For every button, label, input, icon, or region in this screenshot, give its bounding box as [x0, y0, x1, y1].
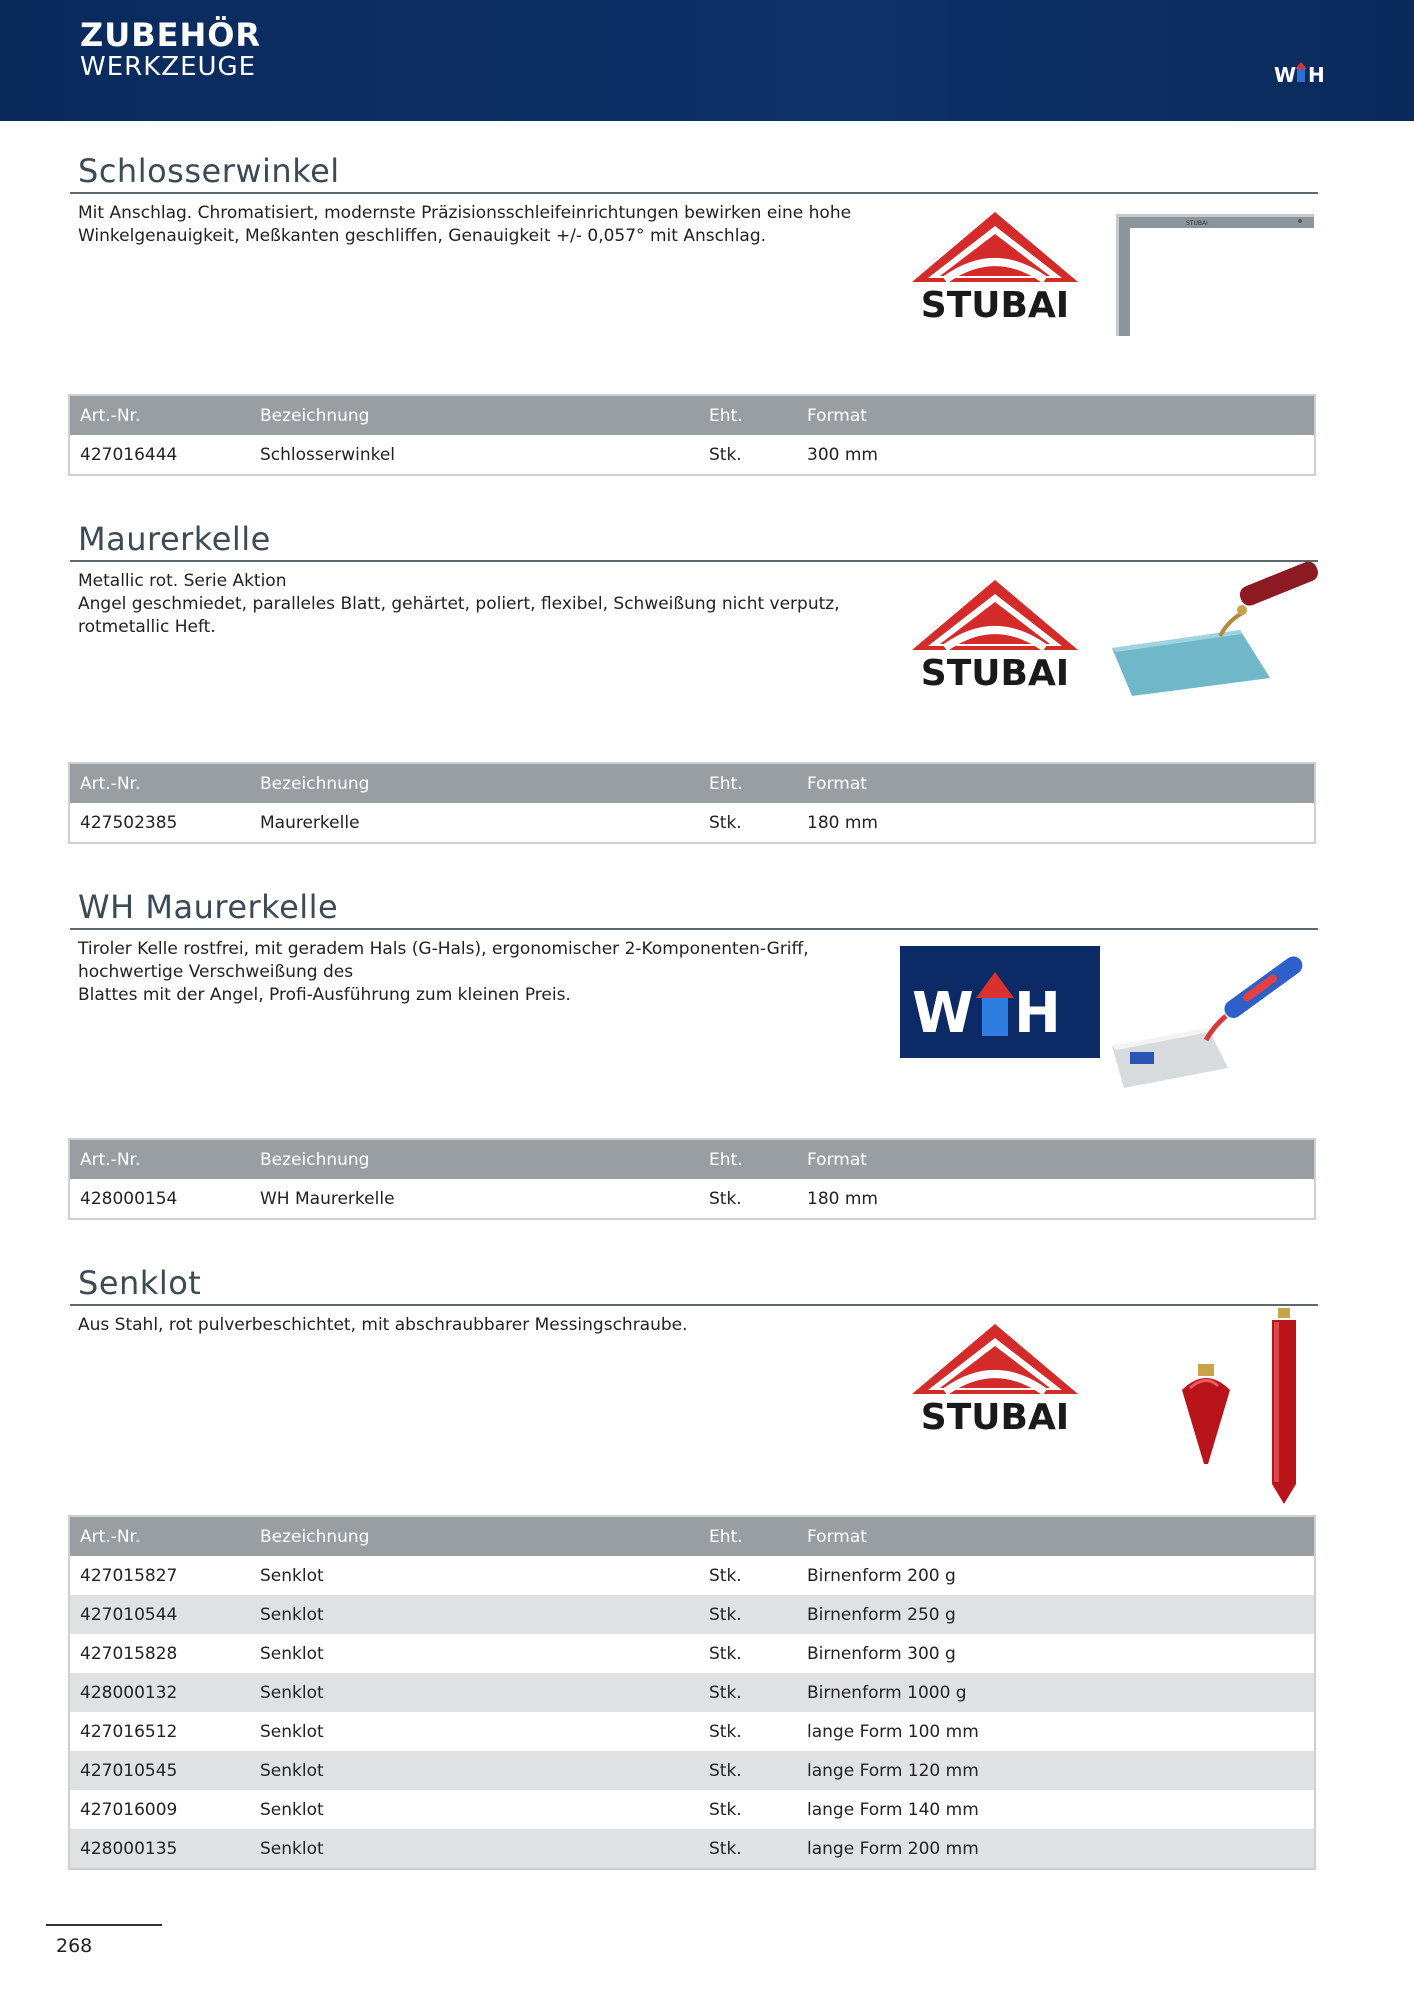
cell-format: lange Form 100 mm [807, 1722, 979, 1742]
cell-bez: Senklot [260, 1722, 324, 1742]
col-bez: Bezeichnung [260, 774, 370, 794]
table-row [70, 1829, 1314, 1868]
col-format: Format [807, 406, 867, 426]
table-senklot [68, 1515, 1316, 1870]
stubai-logo-icon [890, 572, 1100, 692]
table-row [70, 435, 1314, 474]
table-row [70, 1712, 1314, 1751]
svg-text:H: H [1014, 981, 1061, 1046]
section-description: Aus Stahl, rot pulverbeschichtet, mit abschraubbarer Messingschraube. [78, 1315, 688, 1335]
table-header [70, 396, 1314, 435]
table-header [70, 764, 1314, 803]
col-eht: Eht. [709, 406, 743, 426]
cell-art: 427016009 [80, 1800, 178, 1820]
cell-art: 427016512 [80, 1722, 178, 1742]
cell-bez: Senklot [260, 1761, 324, 1781]
cell-format: Birnenform 200 g [807, 1566, 956, 1586]
cell-art: 427010545 [80, 1761, 178, 1781]
table-row [70, 1673, 1314, 1712]
svg-text:W: W [912, 981, 974, 1046]
table-header [70, 1140, 1314, 1179]
page-number: 268 [56, 1935, 93, 1957]
cell-format: 180 mm [807, 813, 878, 833]
cell-bez: Senklot [260, 1644, 324, 1664]
wh-trowel-image [1110, 948, 1320, 1098]
cell-format: 180 mm [807, 1189, 878, 1209]
cell-art: 427016444 [80, 445, 178, 465]
stubai-logo-icon [890, 204, 1100, 324]
cell-bez: Senklot [260, 1683, 324, 1703]
section-description: Metallic rot. Serie Aktion Angel geschmiedet, paralleles Blatt, gehärtet, poliert, flexibel, Schweißung nicht verputz, rotmetallic Heft. [78, 571, 840, 637]
plumb-bob-image [1110, 1308, 1320, 1508]
table-row [70, 1595, 1314, 1634]
footer-rule [46, 1924, 162, 1926]
brand-text: STUBAI [920, 285, 1070, 324]
col-bez: Bezeichnung [260, 406, 370, 426]
cell-eht: Stk. [709, 1189, 742, 1209]
header-subtitle: WERKZEUGE [80, 52, 257, 82]
table-row [70, 803, 1314, 842]
table-schlosserwinkel [68, 394, 1316, 476]
cell-art: 428000154 [80, 1189, 178, 1209]
wh-logo-icon [1270, 52, 1330, 92]
cell-bez: Senklot [260, 1839, 324, 1859]
cell-art: 427015828 [80, 1644, 178, 1664]
cell-format: Birnenform 300 g [807, 1644, 956, 1664]
col-eht: Eht. [709, 1527, 743, 1547]
section-description: Mit Anschlag. Chromatisiert, modernste Präzisionsschleifeinrichtungen bewirken eine hohe Winkelgenauigkeit, Meßkanten geschliffen, Genauigkeit +/- 0,057° mit Anschlag. [78, 203, 852, 246]
cell-format: lange Form 120 mm [807, 1761, 979, 1781]
table-header [70, 1517, 1314, 1556]
section-divider [70, 928, 1318, 930]
svg-text:W: W [1274, 63, 1297, 87]
trowel-image [1110, 560, 1320, 710]
col-art: Art.-Nr. [80, 1527, 141, 1547]
section-title: WH Maurerkelle [78, 888, 339, 926]
cell-eht: Stk. [709, 1722, 742, 1742]
cell-bez: Senklot [260, 1566, 324, 1586]
cell-eht: Stk. [709, 445, 742, 465]
table-wh-maurerkelle [68, 1138, 1316, 1220]
col-format: Format [807, 1527, 867, 1547]
section-title: Senklot [78, 1264, 202, 1302]
cell-eht: Stk. [709, 1761, 742, 1781]
cell-art: 427502385 [80, 813, 178, 833]
cell-eht: Stk. [709, 1800, 742, 1820]
cell-bez: Senklot [260, 1800, 324, 1820]
col-art: Art.-Nr. [80, 406, 141, 426]
col-bez: Bezeichnung [260, 1527, 370, 1547]
cell-eht: Stk. [709, 1605, 742, 1625]
table-row [70, 1556, 1314, 1595]
section-divider [70, 1304, 1318, 1306]
section-title: Maurerkelle [78, 520, 271, 558]
cell-art: 427015827 [80, 1566, 178, 1586]
brand-text: STUBAI [920, 653, 1070, 692]
col-eht: Eht. [709, 1150, 743, 1170]
cell-eht: Stk. [709, 1839, 742, 1859]
cell-eht: Stk. [709, 1566, 742, 1586]
cell-eht: Stk. [709, 1683, 742, 1703]
header-title: ZUBEHÖR [80, 16, 262, 54]
table-maurerkelle [68, 762, 1316, 844]
cell-format: lange Form 200 mm [807, 1839, 979, 1859]
cell-format: lange Form 140 mm [807, 1800, 979, 1820]
stubai-logo-icon [890, 1316, 1100, 1436]
section-title: Schlosserwinkel [78, 152, 340, 190]
cell-art: 428000132 [80, 1683, 178, 1703]
table-row [70, 1790, 1314, 1829]
section-divider [70, 192, 1318, 194]
cell-eht: Stk. [709, 813, 742, 833]
cell-art: 427010544 [80, 1605, 178, 1625]
cell-format: Birnenform 250 g [807, 1605, 956, 1625]
brand-text: STUBAI [920, 1397, 1070, 1436]
col-bez: Bezeichnung [260, 1150, 370, 1170]
svg-text:H: H [1308, 63, 1325, 87]
cell-format: Birnenform 1000 g [807, 1683, 967, 1703]
cell-art: 428000135 [80, 1839, 178, 1859]
cell-bez: Maurerkelle [260, 813, 360, 833]
ruler-brand-mark: STUBAI [1186, 220, 1208, 227]
cell-bez: Senklot [260, 1605, 324, 1625]
col-art: Art.-Nr. [80, 774, 141, 794]
page-header [0, 0, 1414, 121]
table-row [70, 1179, 1314, 1218]
cell-eht: Stk. [709, 1644, 742, 1664]
col-format: Format [807, 774, 867, 794]
cell-format: 300 mm [807, 445, 878, 465]
cell-bez: WH Maurerkelle [260, 1189, 395, 1209]
table-row [70, 1751, 1314, 1790]
col-art: Art.-Nr. [80, 1150, 141, 1170]
wh-brand-logo-icon [890, 942, 1100, 1062]
square-ruler-image [1110, 210, 1320, 340]
col-eht: Eht. [709, 774, 743, 794]
cell-bez: Schlosserwinkel [260, 445, 396, 465]
col-format: Format [807, 1150, 867, 1170]
section-description: Tiroler Kelle rostfrei, mit geradem Hals (G-Hals), ergonomischer 2-Komponenten-Griff, hochwertige Verschweißung des Blattes mit der Angel, Profi-Ausführung zum kleinen Preis. [78, 939, 809, 1005]
table-row [70, 1634, 1314, 1673]
